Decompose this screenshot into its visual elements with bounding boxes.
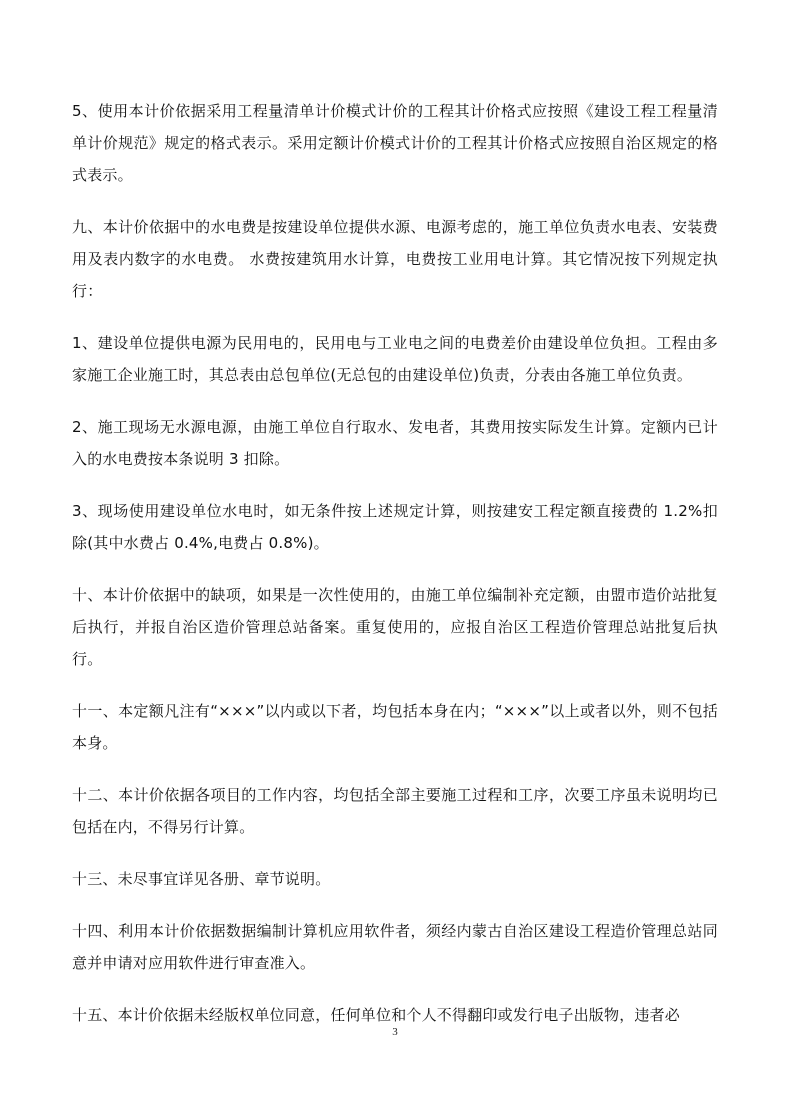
page-number: 3 [392, 1026, 398, 1038]
paragraph-section-13: 十三、未尽事宜详见各册、章节说明。 [72, 870, 331, 888]
paragraph-item-1: 1、建设单位提供电源为民用电的，民用电与工业电之间的电费差价由建设单位负担。工程由多家施工企业施工时，其总表由总包单位(无总包的由建设单位)负责，分表由各施工单位负责。 [72, 334, 718, 384]
document-body [72, 95, 718, 1051]
paragraph-item-5: 5、使用本计价依据采用工程量清单计价模式计价的工程其计价格式应按照《建设工程工程量清单计价规范》规定的格式表示。采用定额计价模式计价的工程其计价格式应按照自治区规定的格式表示。 [72, 102, 718, 184]
paragraph-section-12: 十二、本计价依据各项目的工作内容，均包括全部主要施工过程和工序，次要工序虽未说明均已包括在内，不得另行计算。 [72, 786, 718, 836]
paragraph-item-3: 3、现场使用建设单位水电时，如无条件按上述规定计算，则按建安工程定额直接费的 1.2%扣除(其中水费占 0.4%,电费占 0.8%)。 [72, 502, 718, 552]
paragraph-section-11: 十一、本定额凡注有“×××”以内或以下者，均包括本身在内；“×××”以上或者以外，则不包括本身。 [72, 702, 718, 752]
paragraph-section-9: 九、本计价依据中的水电费是按建设单位提供水源、电源考虑的，施工单位负责水电表、安装费用及表内数字的水电费。 水费按建筑用水计算，电费按工业用电计算。其它情况按下列规定执行： [72, 218, 718, 300]
paragraph-section-15: 十五、本计价依据未经版权单位同意，任何单位和个人不得翻印或发行电子出版物，违者必 [72, 1006, 681, 1024]
paragraph-section-14: 十四、利用本计价依据数据编制计算机应用软件者，须经内蒙古自治区建设工程造价管理总站同意并申请对应用软件进行审查准入。 [72, 922, 718, 972]
paragraph-item-2: 2、施工现场无水源电源，由施工单位自行取水、发电者，其费用按实际发生计算。定额内已计入的水电费按本条说明 3 扣除。 [72, 418, 718, 468]
paragraph-section-10: 十、本计价依据中的缺项，如果是一次性使用的，由施工单位编制补充定额，由盟市造价站批复后执行，并报自治区造价管理总站备案。重复使用的，应报自治区工程造价管理总站批复后执行。 [72, 586, 718, 668]
